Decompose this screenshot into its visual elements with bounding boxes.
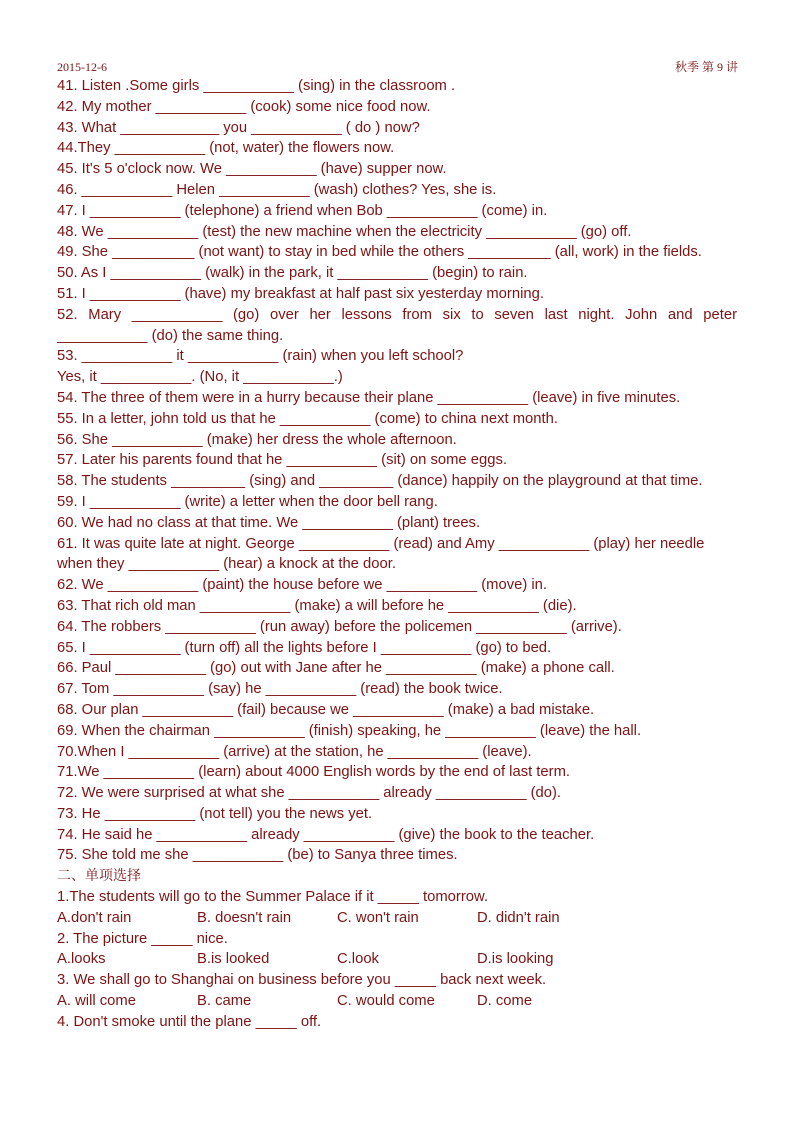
exercise-line: 68. Our plan ___________ (fail) because we ___________ (make) a bad mistake. — [57, 701, 595, 718]
exercise-line: 47. I ___________ (telephone) a friend when Bob ___________ (come) in. — [57, 202, 548, 219]
exercise-line: 45. It's 5 o'clock now. We ___________ (have) supper now. — [57, 161, 447, 178]
exercise-line: 75. She told me she ___________ (be) to Sanya three times. — [57, 847, 458, 864]
option-d: D. come — [477, 993, 533, 1010]
exercise-line: 42. My mother ___________ (cook) some nice food now. — [57, 98, 431, 115]
exercise-line: 71.We ___________ (learn) about 4000 English words by the end of last term. — [57, 764, 571, 781]
exercise-line: 50. As I ___________ (walk) in the park, it ___________ (begin) to rain. — [57, 265, 528, 282]
exercise-line: 66. Paul ___________ (go) out with Jane after he ___________ (make) a phone call. — [57, 660, 615, 677]
exercise-line: 43. What ____________ you ___________ ( do ) now? — [57, 119, 420, 136]
exercise-line: when they ___________ (hear) a knock at the door. — [57, 556, 396, 573]
exercise-line: 58. The students _________ (sing) and _________ (dance) happily on the playground at that time. — [57, 473, 703, 490]
exercise-line: 59. I ___________ (write) a letter when the door bell rang. — [57, 493, 438, 510]
question-stem: 1.The students will go to the Summer Palace if it _____ tomorrow. — [57, 889, 488, 906]
exercise-line: 41. Listen .Some girls ___________ (sing) in the classroom . — [57, 78, 456, 94]
option-a: A.looks — [57, 951, 106, 968]
exercise-line: 67. Tom ___________ (say) he ___________ (read) the book twice. — [57, 681, 503, 698]
option-b: B.is looked — [197, 951, 270, 968]
option-d: D.is looking — [477, 951, 554, 968]
exercise-line: 57. Later his parents found that he ___________ (sit) on some eggs. — [57, 452, 507, 469]
exercise-line: 63. That rich old man ___________ (make) a will before he ___________ (die). — [57, 597, 577, 614]
exercise-line: 51. I ___________ (have) my breakfast at half past six yesterday morning. — [57, 285, 544, 302]
header-course: 秋季 第 9 讲 — [674, 60, 738, 74]
question-options — [57, 949, 737, 970]
exercise-line: 55. In a letter, john told us that he ___________ (come) to china next month. — [57, 410, 558, 427]
exercise-line: 61. It was quite late at night. George ___________ (read) and Amy ___________ (play) her needle — [57, 535, 705, 552]
option-a: A. will come — [57, 993, 136, 1010]
exercise-line: 52. Mary ___________ (go) over her lessons from six to seven last night. John and peter — [57, 306, 737, 323]
exercise-line: 54. The three of them were in a hurry because their plane ___________ (leave) in five minutes. — [57, 389, 681, 406]
exercise-line: 44.They ___________ (not, water) the flowers now. — [57, 140, 395, 157]
exercise-line: 49. She __________ (not want) to stay in bed while the others __________ (all, work) in the fields. — [57, 244, 702, 261]
question-stem: 3. We shall go to Shanghai on business before you _____ back next week. — [57, 972, 547, 989]
option-b: B. doesn't rain — [197, 909, 292, 926]
exercise-line: Yes, it ___________. (No, it ___________.) — [57, 369, 343, 386]
option-c: C. won't rain — [337, 909, 419, 926]
question-stem: 4. Don't smoke until the plane _____ off. — [57, 1013, 322, 1030]
exercise-line: 65. I ___________ (turn off) all the lights before I ___________ (go) to bed. — [57, 639, 552, 656]
option-a: A.don't rain — [57, 909, 132, 926]
option-c: C. would come — [337, 993, 435, 1010]
question-stem: 2. The picture _____ nice. — [57, 930, 228, 947]
option-c: C.look — [337, 951, 379, 968]
exercise-line: 73. He ___________ (not tell) you the news yet. — [57, 805, 373, 822]
exercise-line: 62. We ___________ (paint) the house before we ___________ (move) in. — [57, 577, 548, 594]
section-title: 二、单项选择 — [57, 868, 141, 885]
exercise-line: 69. When the chairman ___________ (finish) speaking, he ___________ (leave) the hall. — [57, 722, 642, 739]
exercise-line: 53. ___________ it ___________ (rain) when you left school? — [57, 348, 464, 365]
exercise-line: 60. We had no class at that time. We ___________ (plant) trees. — [57, 514, 481, 531]
exercise-line: 70.When I ___________ (arrive) at the station, he ___________ (leave). — [57, 743, 532, 760]
header-date: 2015-12-6 — [57, 60, 107, 74]
question-options — [57, 991, 737, 1012]
exercise-body — [57, 76, 737, 1033]
exercise-line: ___________ (do) the same thing. — [57, 327, 284, 344]
exercise-line: 74. He said he ___________ already ___________ (give) the book to the teacher. — [57, 826, 595, 843]
exercise-line: 64. The robbers ___________ (run away) before the policemen ___________ (arrive). — [57, 618, 622, 635]
question-options — [57, 908, 737, 929]
exercise-line: 46. ___________ Helen ___________ (wash) clothes? Yes, she is. — [57, 181, 497, 198]
exercise-line: 72. We were surprised at what she ___________ already ___________ (do). — [57, 785, 561, 802]
exercise-line: 48. We ___________ (test) the new machine when the electricity ___________ (go) off. — [57, 223, 632, 240]
exercise-line: 56. She ___________ (make) her dress the whole afternoon. — [57, 431, 457, 448]
option-d: D. didn't rain — [477, 909, 560, 926]
option-b: B. came — [197, 993, 252, 1010]
